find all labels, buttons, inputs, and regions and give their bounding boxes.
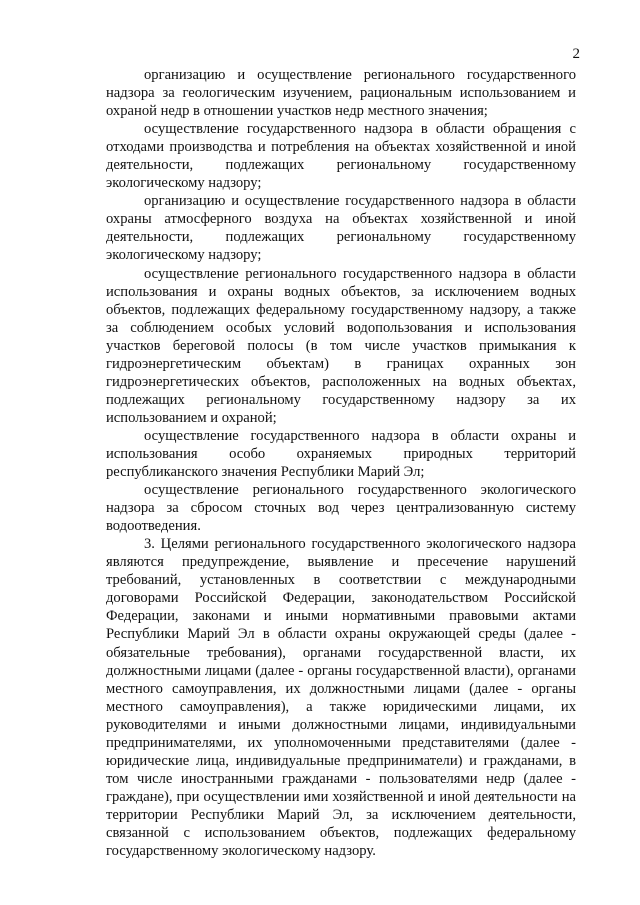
paragraph-protected-territories: осуществление государственного надзора в области охраны и использования особо охраняемых природных территорий республиканского значения Республики Марий Эл;	[106, 427, 576, 481]
paragraph-supervision-goals: 3. Целями регионального государственного экологического надзора являются предупреждение, выявление и пресечение нарушений требований, установленных в соответствии с международными договорами Российской Федерации, законодательством Российской Федерации, законами и иными нормативными правовыми актами Республики Марий Эл в области охраны окружающей среды (далее - обязательные требования), органами государственной власти, их должностными лицами (далее - органы государственной власти), органами местного самоуправления, их должностными лицами (далее - органы местного самоуправления), а также юридическими лицами, их руководителями и иными должностными лицами, индивидуальными предпринимателями, их уполномоченными представителями (далее - юридические лица, индивидуальные предприниматели) и гражданами, в том числе иностранными гражданами - пользователями недр (далее - граждане), при осуществлении ими хозяйственной и иной деятельности на территории Республики Марий Эл, за исключением деятельности, связанной с использованием объектов, подлежащих федеральному государственному экологическому надзору.	[106, 536, 576, 860]
paragraph-subsurface-supervision: организацию и осуществление регионального государственного надзора за геологическим изучением, рациональным использованием и охраной недр в отношении участков недр местного значения;	[106, 67, 576, 120]
paragraph-waste-supervision: осуществление государственного надзора в области обращения с отходами производства и потребления на объектах хозяйственной и иной деятельности, подлежащих региональному государственному экологическому надзору;	[106, 121, 576, 192]
page-number: 2	[572, 46, 580, 62]
document-body	[106, 66, 576, 860]
paragraph-wastewater-discharge: осуществление регионального государственного экологического надзора за сбросом сточных вод через централизованную систему водоотведения.	[106, 482, 576, 535]
paragraph-water-supervision: осуществление регионального государственного надзора в области использования и охраны водных объектов, за исключением водных объектов, подлежащих федеральному государственному надзору, а также за соблюдением особых условий водопользования и использования участков береговой полосы (в том числе участков примыкания к гидроэнергетическим объектам) в границах охранных зон гидроэнергетических объектов, расположенных на водных объектах, подлежащих региональному государственному надзору за их использованием и охраной;	[106, 265, 576, 426]
paragraph-air-supervision: организацию и осуществление государственного надзора в области охраны атмосферного воздуха на объектах хозяйственной и иной деятельности, подлежащих региональному государственному экологическому надзору;	[106, 193, 576, 264]
